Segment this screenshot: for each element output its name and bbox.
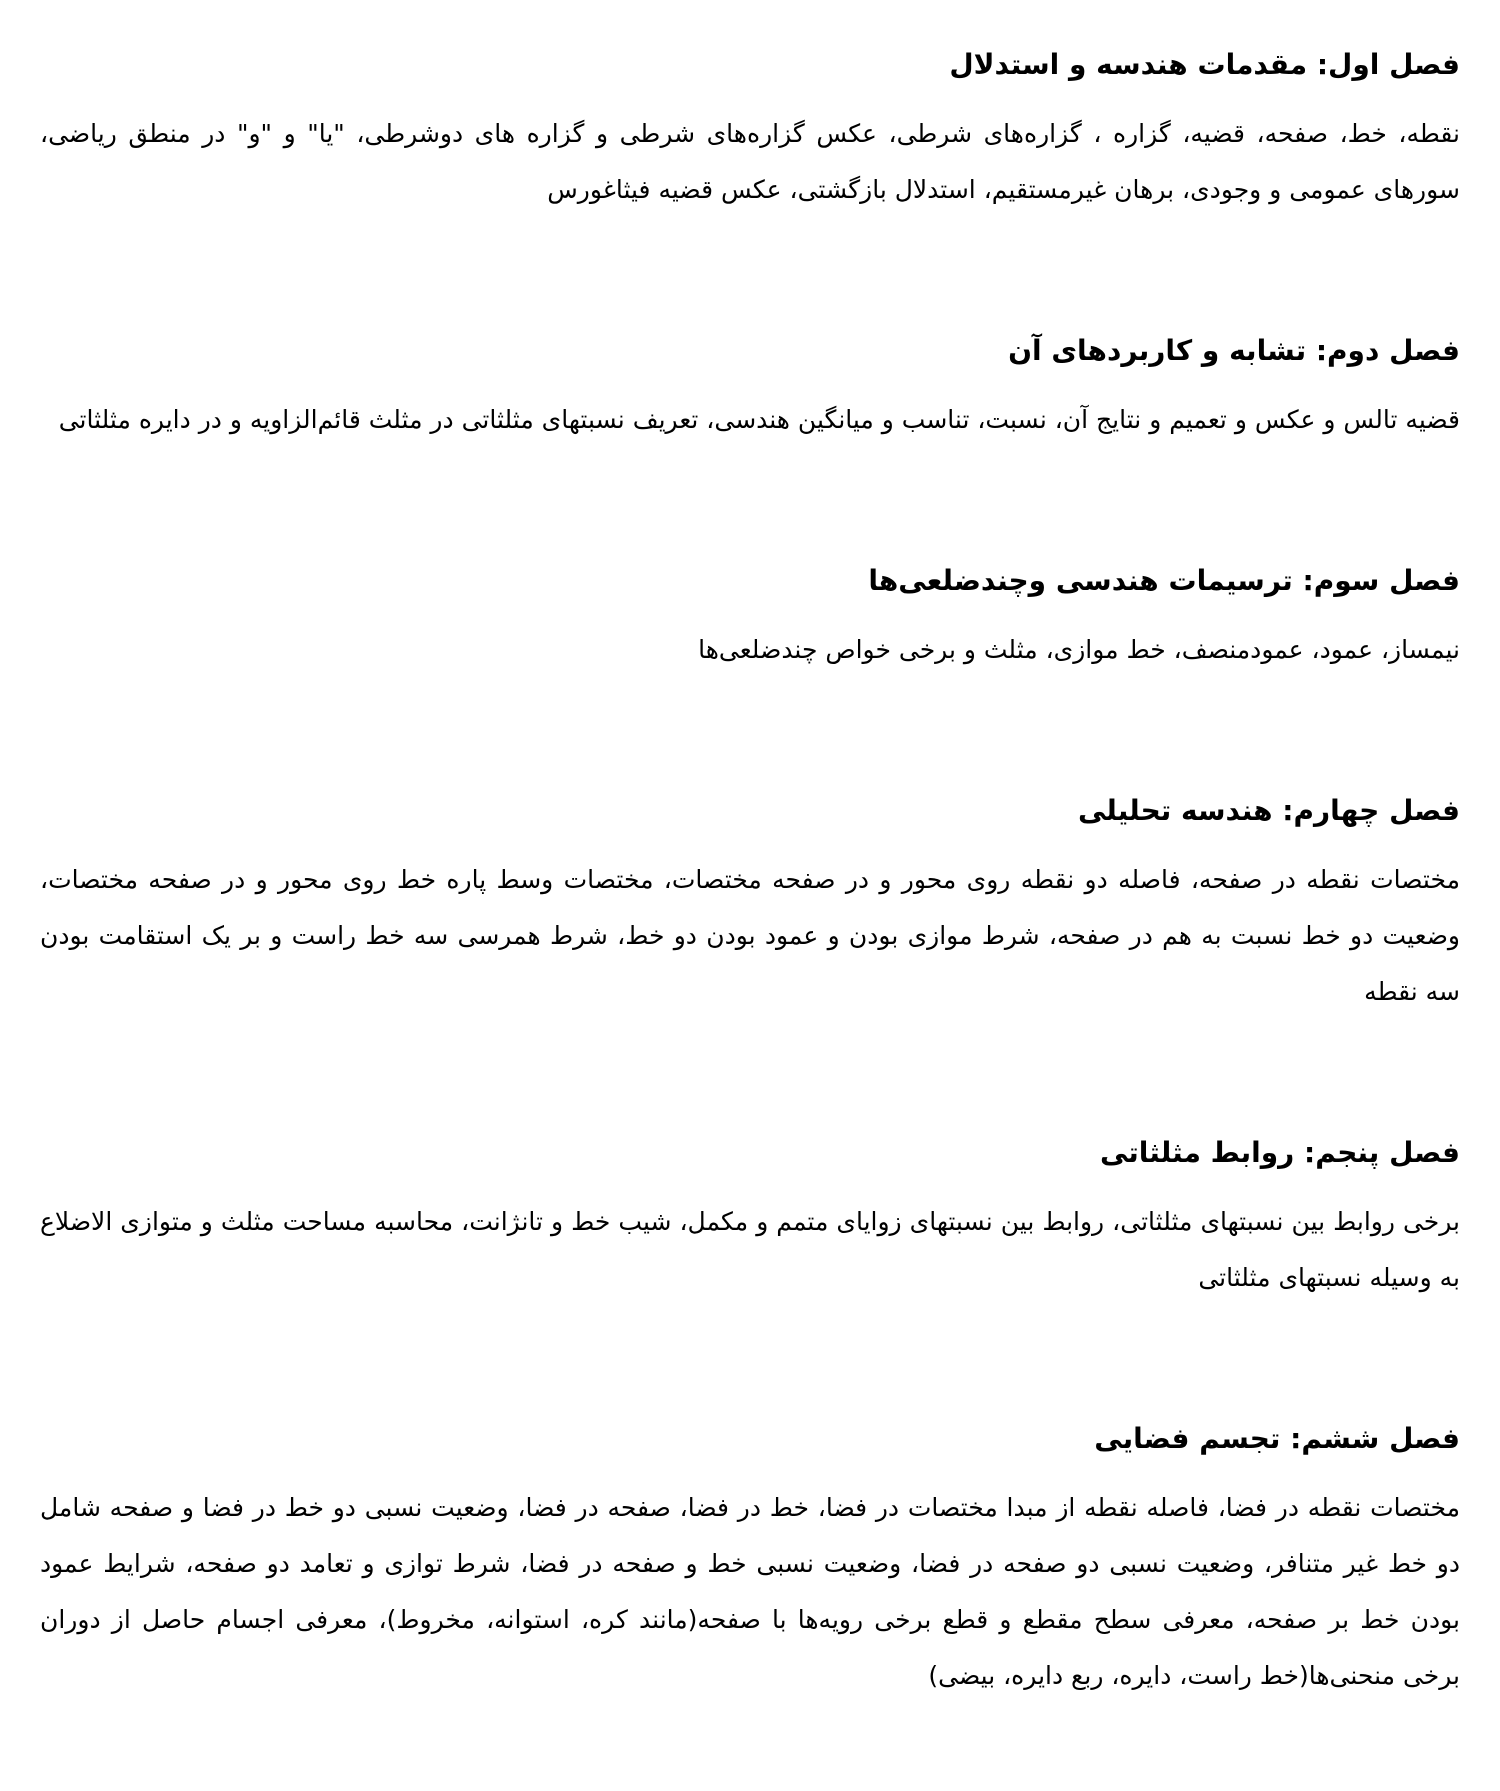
chapter-5-body: برخی روابط بین نسبتهای مثلثاتی، روابط بین نسبتهای زوایای متمم و مکمل، شیب خط و تانژانت، محاسبه مساحت مثلث و متوازی الاضلاع به وسیله نسبتهای مثلثاتی bbox=[40, 1207, 1460, 1292]
chapter-4-heading: فصل چهارم: هندسه تحلیلی bbox=[1077, 794, 1460, 827]
chapter-3-heading: فصل سوم: ترسیمات هندسی وچندضلعی‌ها bbox=[868, 564, 1460, 597]
chapter-section-2 bbox=[40, 330, 1460, 448]
chapter-section-4 bbox=[40, 790, 1460, 1020]
chapter-1-heading: فصل اول: مقدمات هندسه و استدلال bbox=[949, 48, 1460, 81]
chapter-4-body: مختصات نقطه در صفحه، فاصله دو نقطه روی محور و در صفحه مختصات، مختصات وسط پاره خط روی محور و در صفحه مختصات، وضعیت دو خط نسبت به هم در صفحه، شرط موازی بودن و عمود بودن دو خط، شرط همرسی سه خط راست و بر یک استقامت بودن سه نقطه bbox=[40, 865, 1460, 1006]
chapter-6-body: مختصات نقطه در فضا، فاصله نقطه از مبدا مختصات در فضا، خط در فضا، صفحه در فضا، وضعیت نسبی دو خط در فضا و صفحه شامل دو خط غیر متنافر، وضعیت نسبی دو صفحه در فضا، وضعیت نسبی خط و صفحه در فضا، شرط توازی و تعامد دو صفحه، شرایط عمود بودن خط بر صفحه، معرفی سطح مقطع و قطع برخی رویه‌ها با صفحه(مانند کره، استوانه، مخروط)، معرفی اجسام حاصل از دوران برخی منحنی‌ها(خط راست، دایره، ربع دایره، بیضی) bbox=[40, 1493, 1460, 1690]
chapter-section-3 bbox=[40, 560, 1460, 678]
chapter-6-heading: فصل ششم: تجسم فضایی bbox=[1094, 1422, 1460, 1455]
chapter-section-5 bbox=[40, 1132, 1460, 1306]
chapter-2-heading: فصل دوم: تشابه و کاربردهای آن bbox=[1008, 334, 1460, 367]
chapter-3-body: نیمساز، عمود، عمودمنصف، خط موازی، مثلث و برخی خواص چندضلعی‌ها bbox=[698, 635, 1460, 664]
chapter-section-1 bbox=[40, 44, 1460, 218]
chapter-5-heading: فصل پنجم: روابط مثلثاتی bbox=[1099, 1136, 1460, 1169]
chapter-2-body: قضیه تالس و عکس و تعمیم و نتایج آن، نسبت، تناسب و میانگین هندسی، تعریف نسبتهای مثلثاتی در مثلث قائم‌الزاویه و در دایره مثلثاتی bbox=[58, 405, 1460, 434]
chapter-1-body: نقطه، خط، صفحه، قضیه، گزاره ، گزاره‌های شرطی، عکس گزاره‌های شرطی و گزاره های دوشرطی، "یا" و "و" در منطق ریاضی، سورهای عمومی و وجودی، برهان غیرمستقیم، استدلال بازگشتی، عکس قضیه فیثاغورس bbox=[40, 119, 1460, 204]
chapter-section-6 bbox=[40, 1418, 1460, 1704]
